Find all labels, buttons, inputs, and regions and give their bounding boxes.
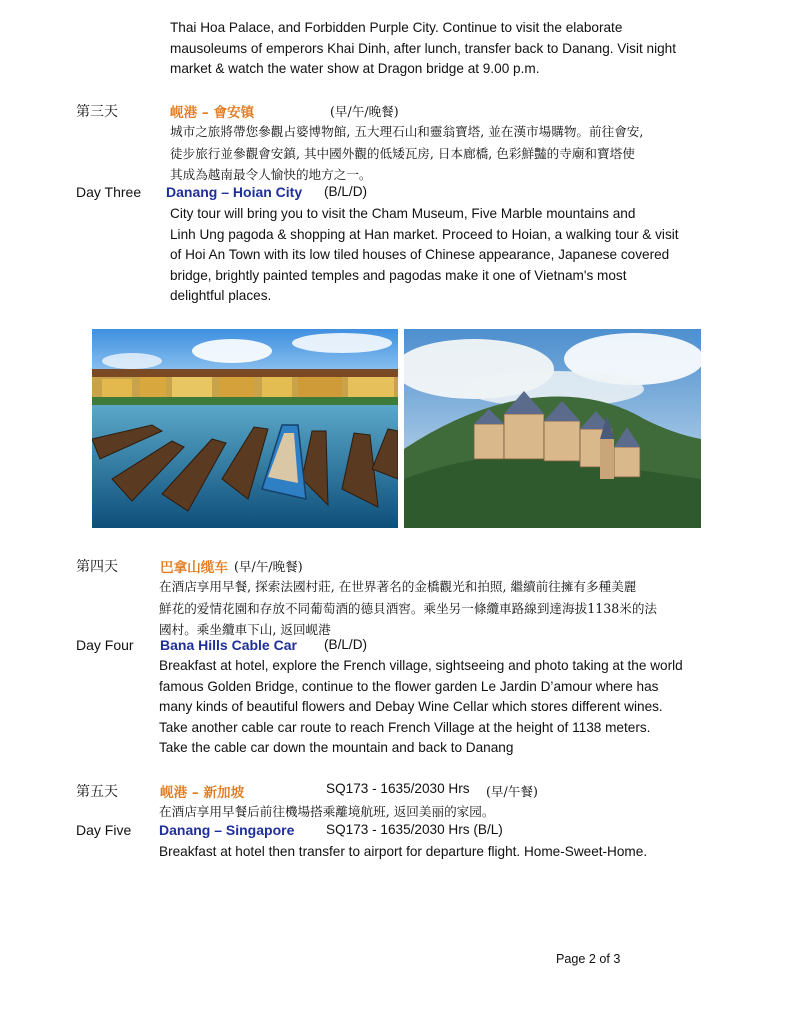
- zh-line: 徒步旅行並參觀會安鎮, 其中國外觀的低矮瓦房, 日本廊橋, 色彩鮮豔的寺廟和寶塔使: [170, 145, 635, 161]
- intro-line: Thai Hoa Palace, and Forbidden Purple City. Continue to visit the elaborate: [170, 20, 623, 35]
- intro-paragraph: [170, 18, 704, 80]
- day4-zh-meals: (早/午/晚餐): [234, 559, 303, 574]
- day5-en-flight: SQ173 - 1635/2030 Hrs (B/L): [326, 822, 503, 837]
- hoian-river-photo: [92, 329, 398, 528]
- day5-en-title: Danang – Singapore: [159, 822, 295, 838]
- en-line: many kinds of beautiful flowers and Debay Wine Cellar which stores different wines.: [159, 699, 663, 715]
- en-line: Take the cable car down the mountain and back to Danang: [159, 740, 514, 756]
- en-line: Breakfast at hotel, explore the French village, sightseeing and photo taking at the world: [159, 658, 683, 673]
- zh-line: 國村。乘坐纜車下山, 返回岘港: [159, 622, 331, 637]
- page-number: Page 2 of 3: [556, 952, 621, 966]
- day5-zh-description: 在酒店享用早餐后前往機場搭乘離境航班, 返回美丽的家园。: [159, 804, 495, 819]
- intro-line: market & watch the water show at Dragon bridge at 9.00 p.m.: [170, 61, 540, 77]
- day4-en-title: Bana Hills Cable Car: [160, 637, 297, 653]
- day3-zh-title: 岘港 – 會安镇: [170, 105, 255, 121]
- day4-zh-title: 巴拿山缆车: [160, 560, 228, 576]
- day3-zh-label: 第三天: [76, 104, 118, 120]
- en-line: Take another cable car route to reach French Village at the height of 1138 meters.: [159, 719, 651, 735]
- en-line: City tour will bring you to visit the Cham Museum, Five Marble mountains and: [170, 206, 636, 221]
- en-line: delightful places.: [170, 288, 272, 304]
- day5-zh-flight: SQ173 - 1635/2030 Hrs: [326, 781, 470, 796]
- bana-hills-photo: [404, 329, 701, 528]
- day4-en-meals: (B/L/D): [324, 637, 368, 652]
- day3-en-meals: (B/L/D): [324, 184, 368, 199]
- day3-zh-description: [170, 121, 720, 186]
- day4-zh-label: 第四天: [76, 559, 118, 575]
- hoian-river-illustration: [92, 329, 398, 528]
- zh-line: 在酒店享用早餐, 探索法國村莊, 在世界著名的金橋觀光和拍照, 繼續前往擁有多種美麗: [159, 579, 637, 594]
- zh-line: 其成為越南最令人愉快的地方之一。: [170, 167, 372, 182]
- day3-en-label: Day Three: [76, 184, 142, 200]
- day5-zh-label: 第五天: [76, 784, 118, 800]
- en-line: famous Golden Bridge, continue to the flower garden Le Jardin D’amour where has: [159, 678, 659, 694]
- day3-en-title: Danang – Hoian City: [166, 184, 303, 200]
- day3-en-description: [170, 204, 704, 307]
- day5-en-label: Day Five: [76, 822, 132, 838]
- day3-zh-meals: (早/午/晚餐): [330, 104, 399, 119]
- bana-hills-illustration: [404, 329, 701, 528]
- day4-zh-description: [159, 576, 707, 641]
- day4-en-label: Day Four: [76, 637, 134, 653]
- en-line: of Hoi An Town with its low tiled houses of Chinese appearance, Japanese covered: [170, 247, 670, 263]
- en-line: Linh Ung pagoda & shopping at Han market. Proceed to Hoian, a walking tour & visit: [170, 226, 679, 242]
- day4-en-description: [159, 656, 707, 759]
- zh-line: 鮮花的爱情花園和存放不同葡萄酒的德貝酒窖。乘坐另一條纜車路線到達海拔1138米的法: [159, 600, 658, 616]
- day5-en-description: Breakfast at hotel then transfer to airport for departure flight. Home-Sweet-Home.: [159, 844, 648, 859]
- day5-zh-title: 岘港 – 新加坡: [160, 785, 245, 801]
- day5-zh-meals: (早/午餐): [486, 784, 538, 799]
- en-line: bridge, brightly painted temples and pagodas make it one of Vietnam's most: [170, 267, 627, 283]
- intro-line: mausoleums of emperors Khai Dinh, after lunch, transfer back to Danang. Visit night: [170, 40, 676, 56]
- zh-line: 城市之旅將帶您參觀占婆博物館, 五大理石山和靈翁寶塔, 並在漢市場購物。前往會安,: [170, 124, 644, 139]
